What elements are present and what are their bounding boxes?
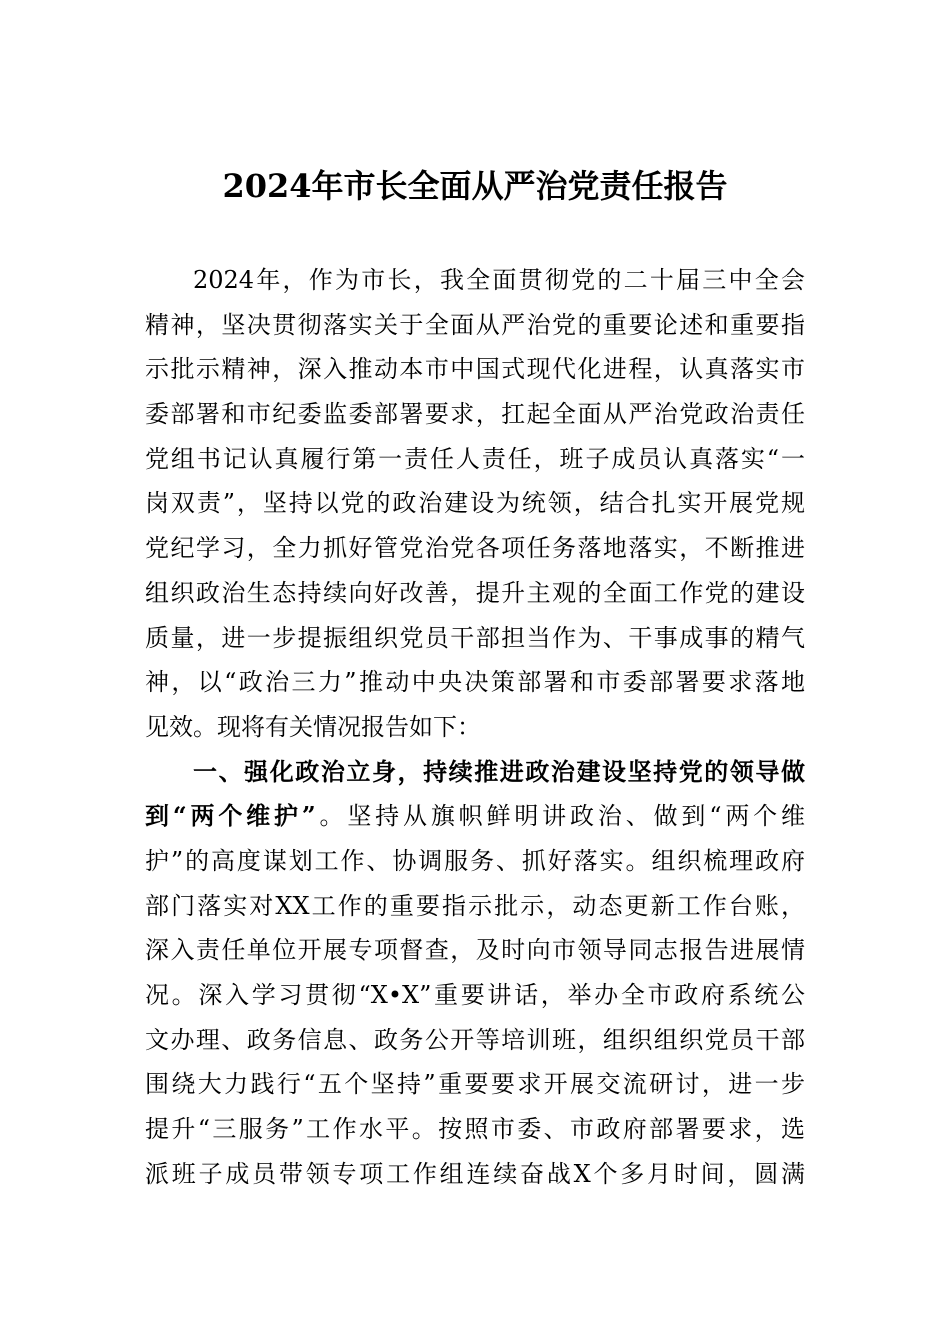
section-line: 部门落实对XX工作的重要指示批示，动态更新工作台账， xyxy=(145,891,805,920)
section-line-text: 。坚持从旗帜鲜明讲政治、做到“两个维 xyxy=(315,802,805,831)
intro-line: 质量，进一步提振组织党员干部担当作为、干事成事的精气 xyxy=(145,623,805,652)
section-heading: 一、强化政治立身，持续推进政治建设坚持党的领导做 xyxy=(193,756,805,786)
section-line: 况。深入学习贯彻“X•X”重要讲话，举办全市政府系统公 xyxy=(145,981,805,1009)
intro-line: 党组书记认真履行第一责任人责任，班子成员认真落实“一 xyxy=(145,444,805,473)
intro-line: 精神，坚决贯彻落实关于全面从严治党的重要论述和重要指 xyxy=(145,310,805,339)
section-line xyxy=(145,794,805,839)
intro-line: 神，以“政治三力”推动中央决策部署和市委部署要求落地 xyxy=(145,668,805,697)
section-line: 派班子成员带领专项工作组连续奋战X个多月时间，圆满 xyxy=(145,1159,805,1188)
document-body xyxy=(145,258,805,1196)
intro-line: 岗双责”，坚持以党的政治建设为统领，结合扎实开展党规 xyxy=(145,489,805,518)
section-line: 提升“三服务”工作水平。按照市委、市政府部署要求，选 xyxy=(145,1115,805,1144)
intro-line: 委部署和市纪委监委部署要求，扛起全面从严治党政治责任 xyxy=(145,400,805,429)
section-line: 围绕大力践行“五个坚持”重要要求开展交流研讨，进一步 xyxy=(145,1070,805,1099)
section-line: 深入责任单位开展专项督查，及时向市领导同志报告进展情 xyxy=(145,936,805,965)
intro-line: 示批示精神，深入推动本市中国式现代化进程，认真落实市 xyxy=(145,355,805,384)
intro-line: 见效。现将有关情况报告如下： xyxy=(145,712,481,741)
section-line: 文办理、政务信息、政务公开等培训班，组织组织党员干部 xyxy=(145,1025,805,1054)
section-heading-continued: 到“两个维护” xyxy=(145,801,316,831)
intro-line: 党纪学习，全力抓好管党治党各项任务落地落实，不断推进 xyxy=(145,534,805,563)
intro-line: 组织政治生态持续向好改善，提升主观的全面工作党的建设 xyxy=(145,578,805,607)
document-title: 2024年市长全面从严治党责任报告 xyxy=(222,167,728,205)
intro-line: 2024年，作为市长，我全面贯彻党的二十届三中全会 xyxy=(193,266,805,294)
section-line: 护”的高度谋划工作、协调服务、抓好落实。组织梳理政府 xyxy=(145,846,805,875)
